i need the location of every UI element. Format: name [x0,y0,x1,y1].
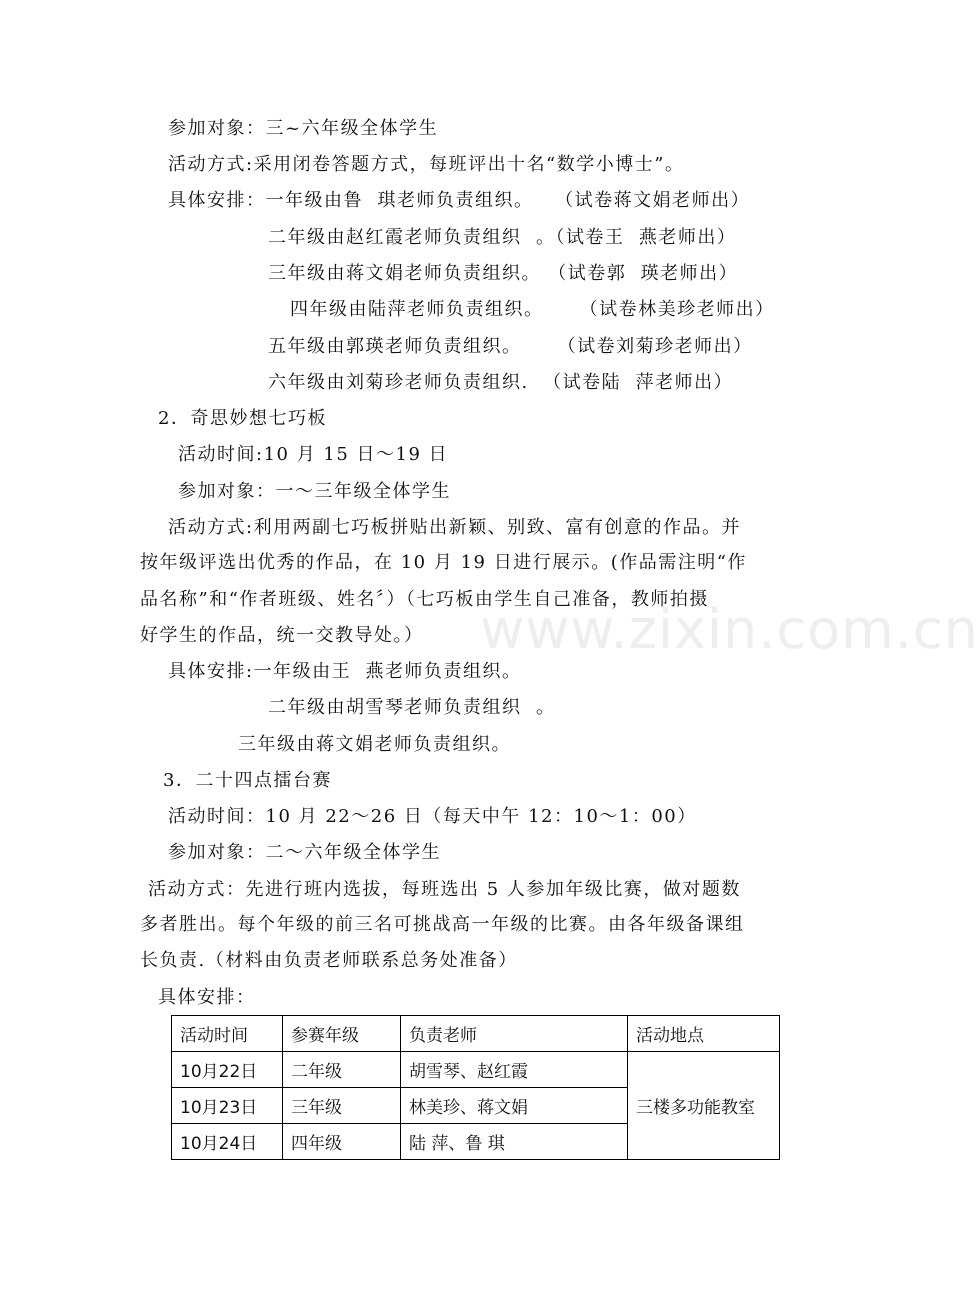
cell-teacher: 林美珍、蒋文娟 [401,1088,628,1124]
text-line-activity-method-cont: 长负责.（材料由负责老师联系总务处准备） [140,950,518,971]
text-line-activity-method: 活动方式:采用闭卷答题方式，每班评出十名“数学小博士”。 [168,154,685,175]
text-line-arrangement-grade1: 具体安排:一年级由王 燕老师负责组织。 [168,661,522,682]
text-line-arrangement-grade5: 五年级由郭瑛老师负责组织。 （试卷刘菊珍老师出） [268,336,753,357]
header-teacher: 负责老师 [401,1016,628,1052]
watermark: www.zixin.com.cn [480,598,979,661]
text-line-activity-time: 活动时间：10 月 22～26 日（每天中午 12：10～1：00） [168,806,697,827]
text-line-arrangement-grade4: 四年级由陆萍老师负责组织。 （试卷林美珍老师出） [290,299,775,320]
text-line-arrangement-grade2: 二年级由赵红霞老师负责组织 。（试卷王 燕老师出） [268,227,737,248]
text-line-activity-time: 活动时间:10 月 15 日～19 日 [178,444,449,465]
text-line-activity-method-cont: 多者胜出。每个年级的前三名可挑战高一年级的比赛。由各年级备课组 [140,914,745,935]
schedule-table [171,1015,780,1160]
cell-grade: 三年级 [283,1088,401,1124]
cell-grade: 四年级 [283,1124,401,1160]
section-heading-24-points: 3．二十四点擂台赛 [163,770,332,791]
text-line-arrangement-grade2: 二年级由胡雪琴老师负责组织 。 [268,697,556,718]
cell-date: 10月22日 [172,1052,283,1088]
header-location: 活动地点 [628,1016,780,1052]
table-row [172,1052,780,1088]
text-line-target-participants: 参加对象：三~六年级全体学生 [168,118,439,139]
header-grade: 参赛年级 [283,1016,401,1052]
cell-teacher: 陆 萍、鲁 琪 [401,1124,628,1160]
cell-date: 10月24日 [172,1124,283,1160]
cell-location: 三楼多功能教室 [628,1052,780,1160]
cell-grade: 二年级 [283,1052,401,1088]
cell-date: 10月23日 [172,1088,283,1124]
text-line-arrangement-grade3: 三年级由蒋文娟老师负责组织。 （试卷郭 瑛老师出） [268,263,739,284]
text-line-arrangement-grade6: 六年级由刘菊珍老师负责组织. （试卷陆 萍老师出） [268,372,734,393]
cell-teacher: 胡雪琴、赵红霞 [401,1052,628,1088]
text-line-target-participants: 参加对象：一～三年级全体学生 [178,481,451,502]
text-line-target-participants: 参加对象：二～六年级全体学生 [168,842,441,863]
text-line-activity-method: 活动方式:利用两副七巧板拼贴出新颖、别致、富有创意的作品。并 [168,517,742,538]
text-line-arrangement-grade3: 三年级由蒋文娟老师负责组织。 [238,734,511,755]
text-line-arrangement-label: 具体安排： [158,987,256,1008]
table-header-row [172,1016,780,1052]
text-line-activity-method: 活动方式：先进行班内选拔，每班选出 5 人参加年级比赛，做对题数 [148,879,741,900]
text-line-activity-method-cont: 品名称”和“作者班级、姓名〞）（七巧板由学生自己准备，教师拍摄 [140,589,709,610]
section-heading-tangram: 2．奇思妙想七巧板 [158,408,327,429]
text-line-activity-method-cont: 好学生的作品，统一交教导处。） [140,625,424,646]
text-line-activity-method-cont: 按年级评选出优秀的作品，在 10 月 19 日进行展示。(作品需注明“作 [140,552,747,573]
text-line-arrangement-grade1: 具体安排：一年级由鲁 琪老师负责组织。 （试卷蒋文娟老师出） [168,190,751,211]
header-activity-time: 活动时间 [172,1016,283,1052]
